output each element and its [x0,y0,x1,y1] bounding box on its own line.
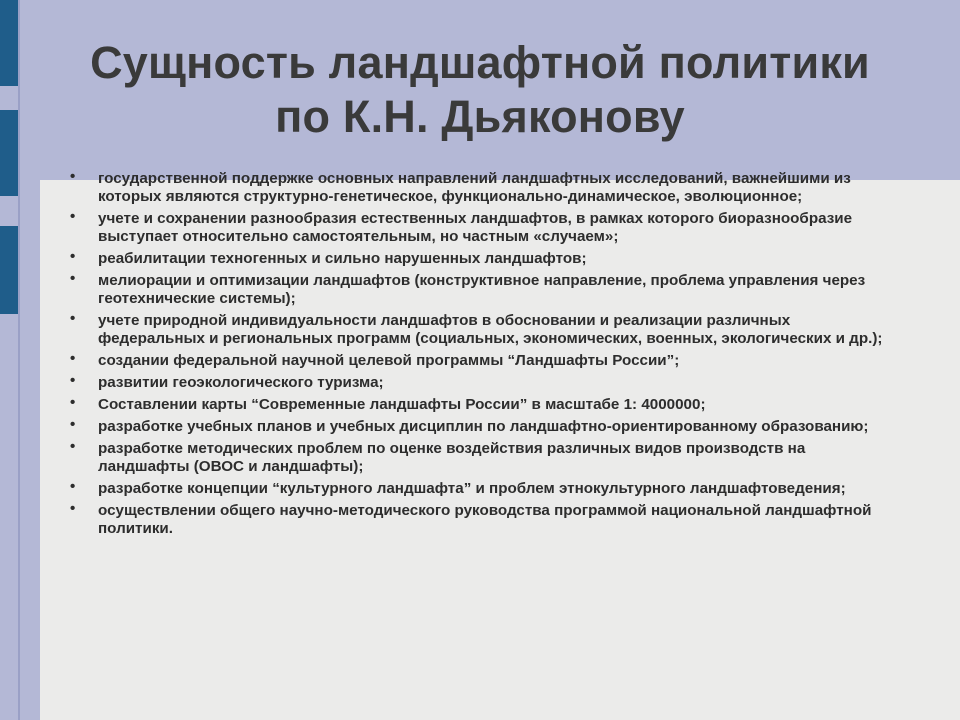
list-item [70,480,890,498]
bullet-icon: • [70,478,76,495]
list-item [70,210,890,246]
title-line-1: Сущность ландшафтной политики [90,37,870,88]
bullet-icon: • [70,500,76,517]
list-item-text: мелиорации и оптимизации ландшафтов (конструктивное направление, проблема управления через геотехнические системы); [98,272,866,307]
list-item-text: разработке концепции “культурного ландшафта” и проблем этнокультурного ландшафтоведения; [98,480,846,497]
list-item-text: государственной поддержке основных направлений ландшафтных исследований, важнейшими из которых являются структурно-генетическое, функционально-динамическое, эволюционное; [98,170,851,205]
bullet-icon: • [70,208,76,225]
list-item-text: развитии геоэкологического туризма; [98,374,384,391]
list-item-text: разработке методических проблем по оценке воздействия различных видов производств на ландшафты (ОВОС и ландшафты); [98,440,806,475]
list-item-text: осуществлении общего научно-методического руководства программой национальной ландшафтной политики. [98,502,872,537]
bullet-icon: • [70,248,76,265]
list-item [70,374,890,392]
bullet-icon: • [70,270,76,287]
accent-bar [0,226,18,314]
bullet-icon: • [70,168,76,185]
list-item [70,312,890,348]
list-item [70,502,890,538]
list-item [70,250,890,268]
list-item-text: учете природной индивидуальности ландшафтов в обосновании и реализации различных федеральных и региональных программ (социальных, экономических, военных, экологических и др.); [98,312,883,347]
bullet-icon: • [70,394,76,411]
accent-bar [0,0,18,86]
bullet-icon: • [70,438,76,455]
list-item-text: реабилитации техногенных и сильно нарушенных ландшафтов; [98,250,587,267]
bullet-icon: • [70,310,76,327]
left-edge-line [18,0,20,720]
slide-title [40,36,920,144]
title-line-2: по К.Н. Дьяконову [275,91,685,142]
list-item-text: учете и сохранении разнообразия естественных ландшафтов, в рамках которого биоразнообразие выступает относительно самостоятельным, но частным «случаем»; [98,210,853,245]
list-item [70,440,890,476]
list-item [70,352,890,370]
list-item [70,418,890,436]
accent-bar [0,110,18,196]
bullet-list [70,170,890,542]
bullet-icon: • [70,350,76,367]
list-item-text: создании федеральной научной целевой программы “Ландшафты России”; [98,352,680,369]
list-item [70,170,890,206]
bullet-icon: • [70,416,76,433]
list-item-text: разработке учебных планов и учебных дисциплин по ландшафтно-ориентированному образованию; [98,418,869,435]
list-item-text: Составлении карты “Современные ландшафты России” в масштабе 1: 4000000; [98,396,706,413]
list-item [70,272,890,308]
bullet-icon: • [70,372,76,389]
list-item [70,396,890,414]
